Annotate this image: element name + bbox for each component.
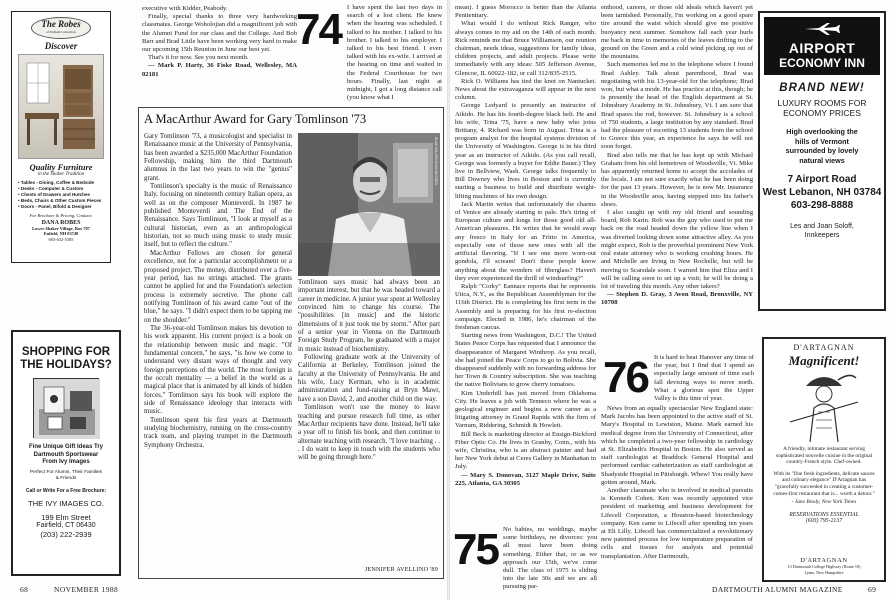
class-year-75: 75 — [453, 525, 498, 574]
page-gutter — [447, 0, 450, 600]
robes-logo-sub: of Enfield Collection — [46, 30, 76, 34]
magazine-name: DARTMOUTH ALUMNI MAGAZINE — [712, 585, 843, 594]
photo-credit: ALAN MILLER/GUARANTEED — [434, 137, 438, 186]
ivy-offer-line: From Ivy Images — [42, 459, 90, 465]
robes-furniture-photo — [18, 54, 104, 159]
tomlinson-photo — [298, 133, 440, 276]
airport-banner — [764, 17, 880, 75]
dartagnan-name: D'ARTAGNAN — [793, 343, 855, 352]
paragraph: Jack Martin writes that unfortunately the charms of Venice are already starting to pale. He's tiring of European culture and longs for those good old all-American pleasures. He writes that he would swap any fresco in Italy for an Fritto in America, especially one of those new ones with all the artificial flavoring. "If I see one more worn-out gondola, I'll scream! Don't these people know anything about the wonders of fiberglass? Haven't they ever experienced the thrill of windsurfing?" — [455, 200, 596, 282]
dartagnan-address: Lyme, New Hampshire — [804, 569, 844, 575]
paragraph: Tomlinson says music had always been an important interest, but that he was headed toward a career in medicine. A junior year spent at Wellesley convinced him to change his course. The "possibilities [in music] and the historic dimensions of it just took me by storm." After part of a senior year in Vienna on the Dartmouth Foreign Study Program, he graduated with a major in music instead of biochemistry. — [298, 279, 440, 353]
robes-phone: 603-632-5385 — [48, 237, 74, 242]
musketeer-illustration — [780, 372, 868, 444]
ivy-offer-line: & Friends — [55, 475, 77, 481]
airport-phone: 603-298-8888 — [790, 200, 854, 211]
robes-item: • Doors - Panel, Bifold & Designer — [18, 204, 92, 209]
dartagnan-quote: With its "fine fresh ingredients, delicate sauces and culinary elegance" D'Artagnan has "gracefully succeeded in creating a customer-comes-first restaurant that is... worth a detour." — [773, 470, 875, 497]
robes-brochure: For Brochure & Pricing, Contact: — [29, 213, 93, 218]
article-left-column — [144, 133, 292, 573]
paragraph: I have spent the last two days in search of a lost client. He knew when the hearing was scheduled. I talked to his mother. I talked to his brother. I talked to his employer. I talked to his best friend. I even talked with his ex-wife. I arrived at the hearing on time and waited in the Federal Courthouse for two hours. Finally, last night at midnight, I got a long distance call (you know what I — [347, 4, 442, 102]
ivy-scene-illustration — [33, 378, 99, 438]
signoff: — Stephen D. Gray, 3 Avon Road, Bronxville, NY 10708 — [601, 291, 753, 307]
issue-date: NOVEMBER 1988 — [54, 585, 119, 594]
class-notes-col1-top — [142, 5, 297, 103]
paragraph: George Ledyard is presently an instructor of Aikido. He has his fourth-degree black belt. He and his wife, Trina '75, have a new baby who joins Brittany, 4. Richard was born in August. Trina is a program analyst for the hospital systems division of the University of Washington. George is in his third year as an instructor of Aikido. (As you call recall, George was formerly a buyer for Eddie Bauer.) They live in Bellview, Wash. George talks frequently to Bill Downey who lives in Boston and is currently starting a business to build and distribute weight-lifting machines of his own design. — [455, 102, 596, 200]
paragraph: Tomlinson won't use the money to leave teaching and pursue research full time, as other MacArthur recipients have done. Instead, he'll take a year off to finish his book, and then continue to alternate teaching with research. "I love teaching . . . I do want to keep in touch with the students who will be going through here." — [298, 404, 440, 462]
dartagnan-phone: (603) 795-2137 — [805, 518, 843, 525]
robes-header: Discover — [44, 41, 78, 51]
paragraph: It is hard to beat Hanover any time of the year, but I find that I spend an especially large amount of time each fall devising ways to move north. What a glorious spot the Upper Valley is this time of year. — [654, 354, 754, 403]
airport-address: West Lebanon, NH 03784 — [762, 187, 882, 198]
paragraph: News from an equally spectacular New England state: Mark Jacobs has been appointed to the active staff of St. Mary's Hospital in Lewiston, Maine. Mark earned his medical degree from the University of Connecticut, after which he completed a two-year fellowship in cardiology at St. Elizabeth's Hospital in Boston. He also served as staff cardiologist at Braddock General Hospital and performed cardiac catheterization as staff cardiologist at Shadyside Hospital in Pittsburgh. Whew! You really have gotten around, Mark. — [601, 405, 753, 486]
robes-logo-text: The Robes — [41, 19, 81, 29]
dartagnan-footer-name: D'ARTAGNAN — [800, 557, 848, 565]
paragraph: Rick O. Williams has tied the knot on Nantucket. News about the extravaganza will appear in the next column. — [455, 77, 596, 102]
class-notes-col3 — [455, 4, 596, 524]
paragraph: Another classmate who is involved in medical pursuits is Kenneth Cohen. Ken was recently appointed vice president of marketing and business development for Lifecell Corporation, a Houston-based biotechnology company. Ken came to Lifecell after spending ten years at Eli Lilly. Lifecell has commercialized a revolutionary new patented process for low temperature preparation of cells and tissues for analysis and potential transplantation. After Dartmouth, — [601, 487, 753, 560]
ivy-images-ad — [11, 330, 121, 576]
paragraph: Tomlinson spent his first years at Dartmouth studying biochemistry, running on the cross-country track team, and playing trumpet in the Dartmouth Symphony Orchestra. — [144, 416, 292, 449]
dartagnan-reservations: RESERVATIONS ESSENTIAL — [789, 512, 859, 519]
view-line: surrounded by lovely — [785, 146, 859, 155]
shaker-furniture-illustration — [19, 55, 105, 160]
ivy-offer-line: Dartmouth Sportswear — [33, 451, 99, 458]
dartagnan-quote-source: - Jane Brody, New York Times — [791, 499, 857, 506]
robes-item: • Chests of Drawers and Hutches — [18, 192, 91, 197]
paragraph: enthood, careers, or those old ideals which haven't yet been tarnished. Personally, I'm working on a good spare tire around the waist which should give me positive buoyancy next summer. Somehow fall each year hurls me back in time to memories of the leaves drifting to the ground on the Green and a cold wind picking up out of the mountains. — [601, 4, 753, 61]
paragraph: I also caught up with my old friend and sounding board, Rob Karin. Rob was the guy who used to put me back on the road headed down the yellow line when I was diverted looking down some attractive alley. As you might expect, Rob is the proverbial prominent New York real estate attorney who is working crushing hours. He and Michelle are living in New Rochelle, but will be moving to Scarsdale soon. I warned him that Eliza and I will be calling soon to set up a visit; he will be doing a lot of traveling this month. Any other takers? — [601, 209, 753, 290]
paragraph: Starting news from Washington, D.C.! The United States Peace Corps has requested that I announce the disappearance of Margaret Winthrop. As you recall, she had joined the Peace Corps to go to Bolivia. She disappeared suddenly with no forwarding address for her Town & Country subscription. She was teaching the native Bolivians to grow cherry tomatoes. — [455, 332, 596, 389]
airport-name: AIRPORT — [788, 40, 856, 56]
note-75-text — [503, 526, 597, 591]
paragraph: Following graduate work at the University of California at Berkeley, Tomlinson joined the faculty at the University of Pennsylvania. He and his wife, Lucy Kerman, who is in academic administration and fund-raising at Bryn Mawr, have a son David, 2, and another child on the way. — [298, 354, 440, 403]
class-notes-col4 — [601, 4, 753, 352]
signoff: — Mark P. Harty, 36 Fiske Road, Wellesley, MA 02181 — [142, 62, 297, 78]
innkeepers: Les and Joan Soloff, — [790, 223, 854, 230]
paragraph: mean). I guess Morocco is better than the Atlanta Penitentiary. — [455, 4, 596, 20]
dartagnan-ad — [762, 337, 886, 582]
airport-address: 7 Airport Road — [787, 174, 857, 185]
ivy-company: THE IVY IMAGES CO. — [28, 498, 104, 508]
dartagnan-tagline: Magnificent! — [788, 353, 860, 368]
paragraph: The 36-year-old Tomlinson makes his devotion to his work apparent. His current project is a book on the relationship between music and magic. "Of fundamental concern," he says, "is how we come to understand very distant ways of thought and very foreign perceptions of the world. The most foreign is the occult mentality — a belief in the world as a magical place that is animated by all kinds of hidden forces." Tomlinson says his book will explore the side of Renaissance ideology that interacts with music. — [144, 324, 292, 416]
robes-item: • Beds, Chairs & Other Custom Pieces — [18, 198, 102, 203]
paragraph: Finally, special thanks to three very hardworking classmates. George Woholojian did a magnificent job with the Alumni Fund for our class and the College. And Bob Barr and Brad Little have been working very hard to make our upcoming 15th Reunion in June our best yet. — [142, 13, 297, 54]
airplane-icon — [803, 22, 841, 36]
robes-item: • Desks - Computer & Custom — [18, 186, 84, 191]
robes-address: Lower Shaker Village, Box 707 — [32, 226, 90, 231]
class-year-74: 74 — [296, 5, 341, 54]
view-line: hills of Vermont — [795, 136, 849, 146]
airport-inn-ad — [758, 11, 886, 311]
robes-ad — [11, 11, 111, 263]
paragraph: That's it for now. See you next month. — [148, 54, 249, 62]
page-number-left: 68 — [20, 585, 29, 594]
robes-title: Quality Furniture — [29, 162, 93, 172]
ivy-phone: (203) 222-2939 — [40, 529, 92, 539]
ivy-headline: SHOPPING FOR THE HOLIDAYS? — [20, 346, 112, 371]
view-line: High overlooking the — [786, 127, 858, 136]
dartagnan-illustration — [780, 372, 868, 444]
paragraph: Tomlinson's specialty is the music of Renaissance Italy, focusing on nineteenth century Italian opera, as well as on the composer Monteverdi. In 1987 he published Monteverdi and The End of the Renaissance. Says Tomlinson, "I look at myself as a cultural historian, even as an anthropological historian, not so much using music to study music itself, but to reflect the culture." — [144, 183, 292, 249]
ivy-call: Call or Write For a Free Brochure: — [25, 487, 107, 494]
paragraph: Such memories led me to the telephone where I found Brad Ashley. Talk about parenthood, Brad was negotiating with his 13-year-old for the telephone; Brad won, but what a mode. He has practice at this, though; he is presently the head of the English department at St. Johnsbury Academy in St. Johnsbury, Vt. I am sure that Brad spares the rod, however. St. Johnsbury is a school of 750 students, a large institution by any standard. Brad had the pleasure of escorting 13 students from the school to Greece this year, an experience he says he will not soon forget. — [601, 61, 753, 151]
paragraph: What would I do without Rick Ranger, who always comes to my aid on the 14th of each month. Rick reminds me that Bruce Williamson, our reunion chairman, needs ideas, suggestions for family ideas, children projects, and adult projects. Please write immediately with any ideas: 505 Jefferson Avenue, Glencoe, IL 60022-182, or call 312/835-2515. — [455, 20, 596, 77]
ivy-offer-line: Fine Unique Gift Ideas Try — [28, 444, 103, 450]
brand-new-label: BRAND NEW! — [779, 82, 865, 94]
ivy-city: Fairfield, CT 06430 — [36, 521, 96, 529]
dartagnan-description: A friendly, intimate restaurant serving sophisticated nouvelle cuisine in the original country-French style. Chef-owned. — [775, 446, 873, 466]
airport-name: ECONOMY INN — [779, 56, 865, 70]
robes-address: Enfield, NH 03748 — [43, 231, 79, 236]
article-title: A MacArthur Award for Gary Tomlinson '73 — [144, 112, 367, 126]
luxury-line: ECONOMY PRICES — [783, 108, 861, 118]
note-76-intro — [654, 354, 754, 404]
innkeepers: Innkeepers — [804, 232, 840, 239]
note-74-text — [347, 4, 442, 102]
robes-item: • Tables - Dining, Coffee & Bedside — [18, 180, 95, 185]
view-line: natural views — [799, 155, 845, 165]
paragraph: No babies, no weddings, maybe some birthdays, no divorces: you all must have been doing something. Either that, or as we approach our 15th, we've come dull. The class of 1975 is sliding into the late 30s and we are all pursuing par- — [503, 526, 597, 591]
ivy-offer-line: Perfect For Alumni, Their Families — [29, 469, 103, 475]
robes-logo — [31, 17, 91, 39]
paragraph: Ralph "Corky" Eannace reports that he represents Utica, N.Y., as the Republican Assemblyman for the 116th District. He is completing his first term in the Assembly and is preparing for his first re-election campaign. Elected in 1986, he's chairman of the freshman caucus. — [455, 282, 596, 331]
paragraph: Gary Tomlinson '73, a musicologist and specialist in Renaissance music at the University of Pennsylvania, has been awarded a $235,000 MacArthur Foundation Fellowship, making him the third Dartmouth alumnus in the last two years to win the "genius" grant. — [144, 133, 292, 182]
gift-scene-icon — [34, 379, 100, 439]
article-byline: JENNIFER AVELLINO '89 — [364, 566, 438, 573]
page-number-right: 69 — [868, 585, 877, 594]
note-76-text — [601, 405, 753, 583]
signoff: — Mary S. Donovan, 3127 Maple Drive, Suite 225, Atlanta, GA 30305 — [455, 471, 596, 487]
dartagnan-address: 13 Dartmouth College Highway (Route 10) — [787, 564, 861, 570]
class-year-76: 76 — [603, 353, 648, 402]
article-right-column — [298, 279, 440, 564]
paragraph: Kim Underhill has just moved from Oklahoma City. He leaves a job with Tenneco where he was a geological engineer and begins a new career as a litigating attorney in Grand Rapids with the firm of Varnum, Riddering, Schmidt & Howlett. — [455, 389, 596, 430]
robes-subtitle: in the Shaker Tradition — [37, 172, 85, 177]
portrait-image — [298, 133, 440, 276]
paragraph: MacArthur Fellows are chosen for general excellence, not for a particular accomplishment or a proposed project. The money, distributed over a five-year period, has no strings attached. The grants cannot be applied for and the Foundation's selection process is extremely secretive. The phone call notifying Tomlinson of his award came "out of the blue," he says. "I didn't expect them to be tapping me on the shoulder." — [144, 249, 292, 324]
robes-contact: DANA ROBES — [41, 220, 81, 226]
paragraph: executive with Kidder, Peabody. — [142, 5, 228, 12]
luxury-line: LUXURY ROOMS FOR — [777, 98, 867, 108]
robes-item-list — [18, 180, 110, 210]
paragraph: Brad also tells me that he has kept up with Michael Graham from his old hometown of Woodsville, Vt. Mike has apparently returned home to accept the accolades of the locals. I am not sure exactly what he has been doing for the past 13 years. However, he is now Mr. Insurance in the Woodsville area, having stepped into his father's shoes. — [601, 151, 753, 208]
paragraph: Bill Beck is marketing director at Ensign-Bickford Fiber Optic Co. He lives in Granby, Conn., with his wife, Christina, who is an abstract painter and had her New York debut at Ceres Gallery in Manhattan in July. — [455, 430, 596, 471]
ivy-street: 199 Elm Street — [41, 512, 91, 522]
